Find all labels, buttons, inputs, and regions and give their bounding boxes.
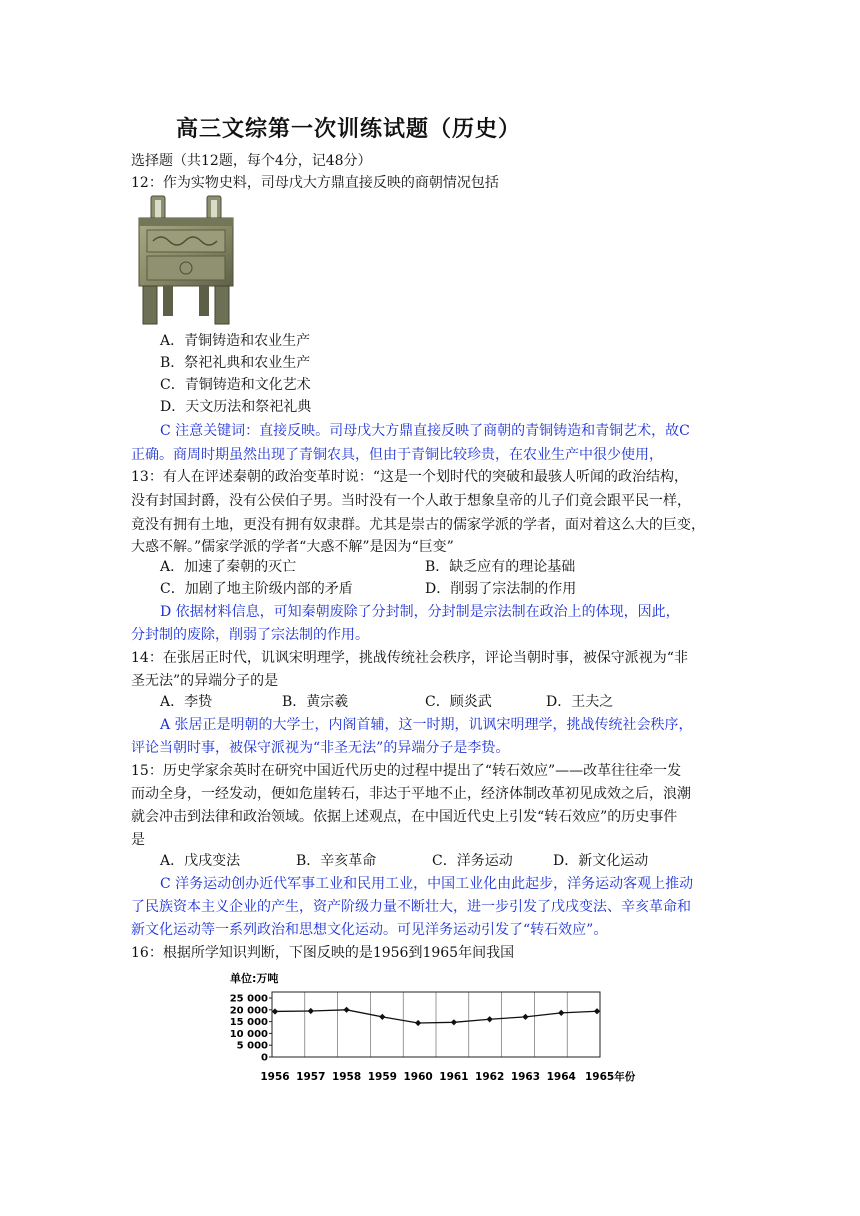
chart-point	[594, 1008, 600, 1014]
q13-stem-line-2: 没有封国封爵，没有公侯伯子男。当时没有一个人敢于想象皇帝的儿子们竟会跟平民一样，	[131, 493, 691, 509]
q16-stem: 16：根据所学知识判断，下图反映的是1956到1965年间我国	[131, 945, 515, 961]
q13-stem-line-3: 竟没有拥有土地，更没有拥有奴隶群。尤其是崇古的儒家学派的学者，面对着这么大的巨变，	[131, 517, 705, 533]
q13-answer-line-1: D 依据材料信息，可知秦朝废除了分封制，分封制是宗法制在政治上的体现，因此，	[160, 604, 680, 620]
q12-answer-line-2: 正确。商周时期虽然出现了青铜农具，但由于青铜比较珍贵，在农业生产中很少使用，	[131, 447, 663, 463]
chart-xtick-label: 1958	[331, 1071, 362, 1083]
q14-option-d: D．王夫之	[546, 694, 614, 710]
chart-xtick-label: 1961	[439, 1071, 469, 1083]
chart-point	[487, 1016, 493, 1022]
chart-point	[343, 1007, 349, 1013]
chart-point	[379, 1014, 385, 1020]
q12-stem: 12：作为实物史料，司母戊大方鼎直接反映的商朝情况包括	[131, 175, 499, 191]
chart-xtick-label: 1962	[475, 1071, 505, 1083]
chart-xtick-label: 1956	[260, 1071, 290, 1083]
q15-option-b: B．辛亥革命	[296, 853, 377, 869]
ding-vessel-image	[133, 194, 239, 326]
q13-option-c: C．加剧了地主阶级内部的矛盾	[160, 581, 353, 597]
q12-option-b: B．祭祀礼典和农业生产	[160, 355, 311, 371]
q15-answer-line-2: 了民族资本主义企业的产生，资产阶级力量不断壮大，进一步引发了戊戌变法、辛亥革命和	[131, 899, 691, 915]
chart-xtick-label: 1960	[403, 1071, 433, 1083]
chart-unit-label: 单位:万吨	[230, 972, 279, 985]
q15-stem-line-2: 而动全身，一经发动，便如危崖转石，非达于平地不止，经济体制改革初见成效之后，浪潮	[131, 786, 691, 802]
chart-point	[308, 1008, 314, 1014]
page-title: 高三文综第一次训练试题（历史）	[176, 117, 522, 142]
chart-point	[415, 1020, 421, 1026]
chart-ytick-label: 10 000	[229, 1028, 268, 1040]
chart-xtick-label: 1957	[296, 1071, 326, 1083]
chart-ytick-label: 5 000	[236, 1040, 268, 1052]
q14-stem-line-2: 圣无法”的异端分子的是	[131, 673, 279, 689]
chart-ytick-label: 15 000	[229, 1017, 268, 1029]
q12-option-a: A．青铜铸造和农业生产	[160, 333, 311, 349]
q15-option-c: C．洋务运动	[432, 853, 513, 869]
section-header: 选择题（共12题，每个4分，记48分）	[131, 153, 372, 169]
q13-option-d: D．削弱了宗法制的作用	[425, 581, 577, 597]
q14-answer-line-1: A 张居正是明朝的大学士，内阁首辅，这一时期，讥讽宋明理学，挑战传统社会秩序，	[160, 717, 693, 733]
chart-xtick-label: 1959	[367, 1071, 397, 1083]
q13-stem-line-4: 大惑不解。”儒家学派的学者“大惑不解”是因为“巨变”	[131, 539, 454, 555]
q15-option-a: A．戊戌变法	[160, 853, 241, 869]
chart-point	[451, 1019, 457, 1025]
chart-ytick-label: 20 000	[229, 1005, 268, 1017]
q12-option-d: D．天文历法和祭祀礼典	[160, 399, 312, 415]
q15-answer-line-3: 新文化运动等一系列政治和思想文化运动。可见洋务运动引发了“转石效应”。	[131, 922, 608, 938]
chart-ytick-label: 0	[261, 1052, 268, 1064]
q15-option-d: D．新文化运动	[553, 853, 649, 869]
chart-xtick-label: 1965年份	[585, 1071, 636, 1083]
q13-option-a: A．加速了秦朝的灭亡	[160, 559, 297, 575]
chart-ytick-label: 25 000	[229, 993, 268, 1005]
q15-stem-line-1: 15：历史学家余英时在研究中国近代历史的过程中提出了“转石效应”——改革往往牵一发	[131, 763, 682, 779]
q13-stem-line-1: 13：有人在评述秦朝的政治变革时说：“这是一个划时代的突破和最骇人听闻的政治结构，	[131, 469, 688, 485]
q14-option-b: B．黄宗羲	[282, 694, 349, 710]
q14-option-c: C．顾炎武	[425, 694, 492, 710]
q12-option-c: C．青铜铸造和文化艺术	[160, 377, 311, 393]
q15-stem-line-3: 就会冲击到法律和政治领域。依据上述观点，在中国近代史上引发“转石效应”的历史事件	[131, 809, 678, 825]
chart-point	[272, 1008, 278, 1014]
chart-point	[522, 1014, 528, 1020]
q14-stem-line-1: 14：在张居正时代，讥讽宋明理学，挑战传统社会秩序，评论当朝时事，被保守派视为“非	[131, 650, 688, 666]
q15-stem-line-4: 是	[131, 832, 145, 848]
q13-option-b: B．缺乏应有的理论基础	[425, 559, 576, 575]
production-line-chart	[228, 970, 658, 1086]
chart-xtick-label: 1963	[510, 1071, 541, 1083]
q13-answer-line-2: 分封制的废除，削弱了宗法制的作用。	[131, 627, 369, 643]
chart-xtick-label: 1964	[546, 1071, 576, 1083]
chart-point	[558, 1010, 564, 1016]
q14-option-a: A．李贽	[160, 694, 213, 710]
q15-answer-line-1: C 洋务运动创办近代军事工业和民用工业，中国工业化由此起步，洋务运动客观上推动	[160, 876, 694, 892]
q14-answer-line-2: 评论当朝时事，被保守派视为“非圣无法”的异端分子是李贽。	[131, 740, 510, 756]
q12-answer-line-1: C 注意关键词：直接反映。司母戊大方鼎直接反映了商朝的青铜铸造和青铜艺术，故C	[160, 423, 690, 439]
